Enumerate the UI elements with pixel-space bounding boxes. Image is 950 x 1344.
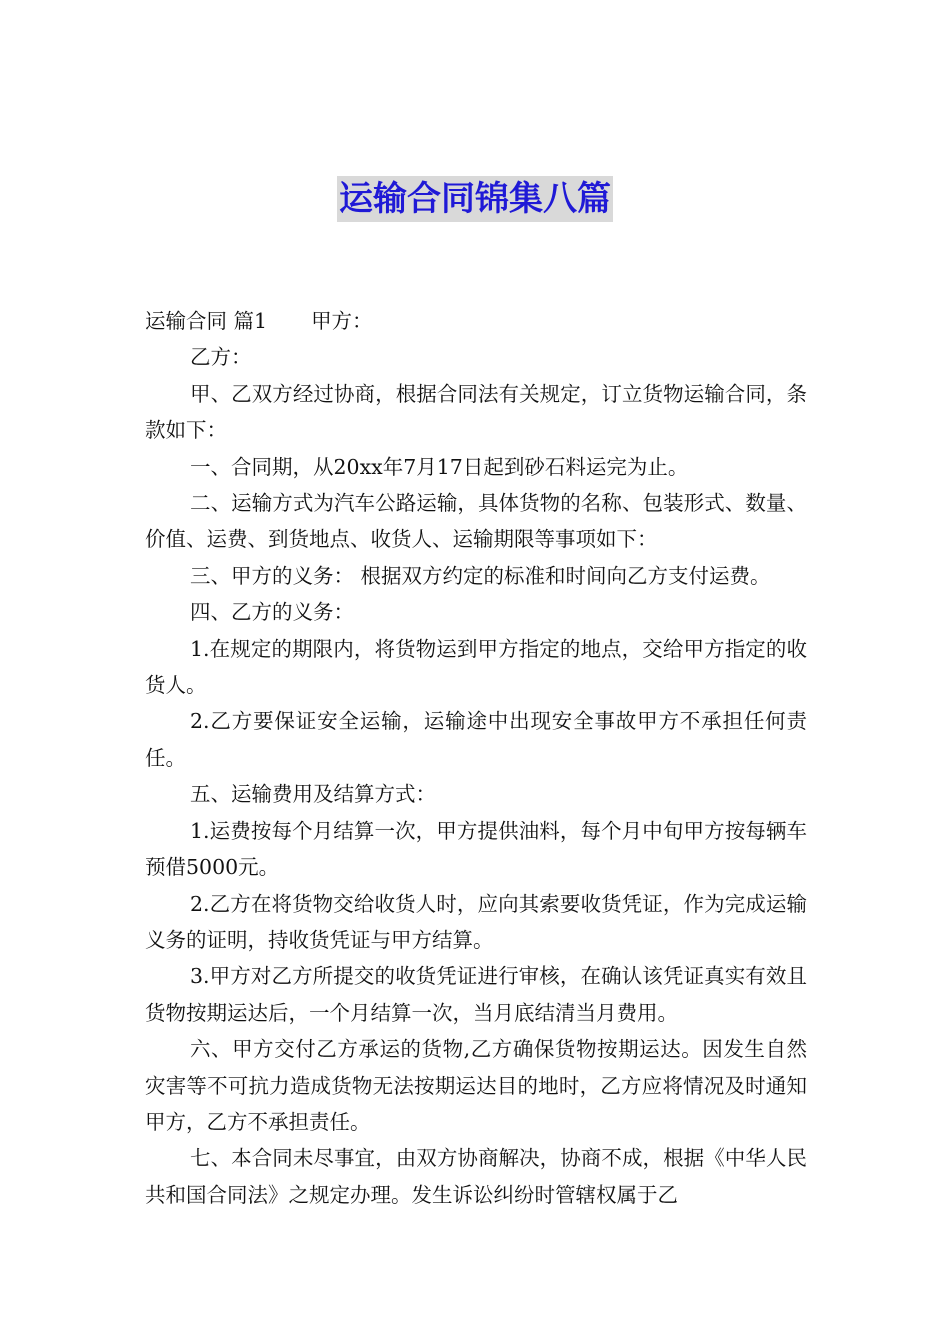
paragraph-clause-1: 一、合同期，从20xx年7月17日起到砂石料运完为止。 [190, 454, 689, 479]
paragraph-clause-4-item-1: 1.在规定的期限内，将货物运到甲方指定的地点，交给甲方指定的收货人。 [145, 636, 807, 698]
paragraph-clause-5-item-1: 1.运费按每个月结算一次，甲方提供油料，每个月中旬甲方按每辆车预借5000元。 [145, 818, 807, 880]
paragraph-clause-4: 四、乙方的义务： [190, 600, 354, 625]
paragraph-clause-5-item-3: 3.甲方对乙方所提交的收货凭证进行审核，在确认该凭证真实有效且货物按期运达后，一个月结算一次，当月底结清当月费用。 [145, 964, 807, 1025]
paragraph-clause-4-item-2: 2.乙方要保证安全运输，运输途中出现安全事故甲方不承担任何责任。 [145, 709, 807, 770]
paragraph-clause-2: 二、运输方式为汽车公路运输，具体货物的名称、包装形式、数量、价值、运费、到货地点、收货人、运输期限等事项如下： [145, 491, 807, 552]
paragraph-clause-7: 七、本合同未尽事宜，由双方协商解决，协商不成，根据《中华人民共和国合同法》之规定办理。发生诉讼纠纷时管辖权属于乙 [145, 1146, 807, 1207]
paragraph-clause-6: 六、甲方交付乙方承运的货物,乙方确保货物按期运达。因发生自然灾害等不可抗力造成货物无法按期运达目的地时，乙方应将情况及时通知甲方，乙方不承担责任。 [145, 1037, 807, 1134]
paragraph-party-b: 乙方： [190, 345, 252, 370]
paragraph-clause-5: 五、运输费用及结算方式： [190, 782, 436, 807]
paragraph-clause-5-item-2: 2.乙方在将货物交给收货人时，应向其索要收货凭证，作为完成运输义务的证明，持收货凭证与甲方结算。 [145, 891, 807, 952]
document-title: 运输合同锦集八篇 [337, 176, 613, 222]
paragraph-clause-3: 三、甲方的义务： 根据双方约定的标准和时间向乙方支付运费。 [190, 563, 771, 588]
party-a-label: 甲方： [311, 309, 373, 333]
section-heading-label: 运输合同 篇1 [145, 309, 268, 333]
section-heading [145, 303, 807, 339]
paragraph-preamble: 甲、乙双方经过协商，根据合同法有关规定，订立货物运输合同，条款如下： [145, 381, 807, 443]
document-body [145, 303, 807, 1213]
title-container [0, 176, 950, 222]
